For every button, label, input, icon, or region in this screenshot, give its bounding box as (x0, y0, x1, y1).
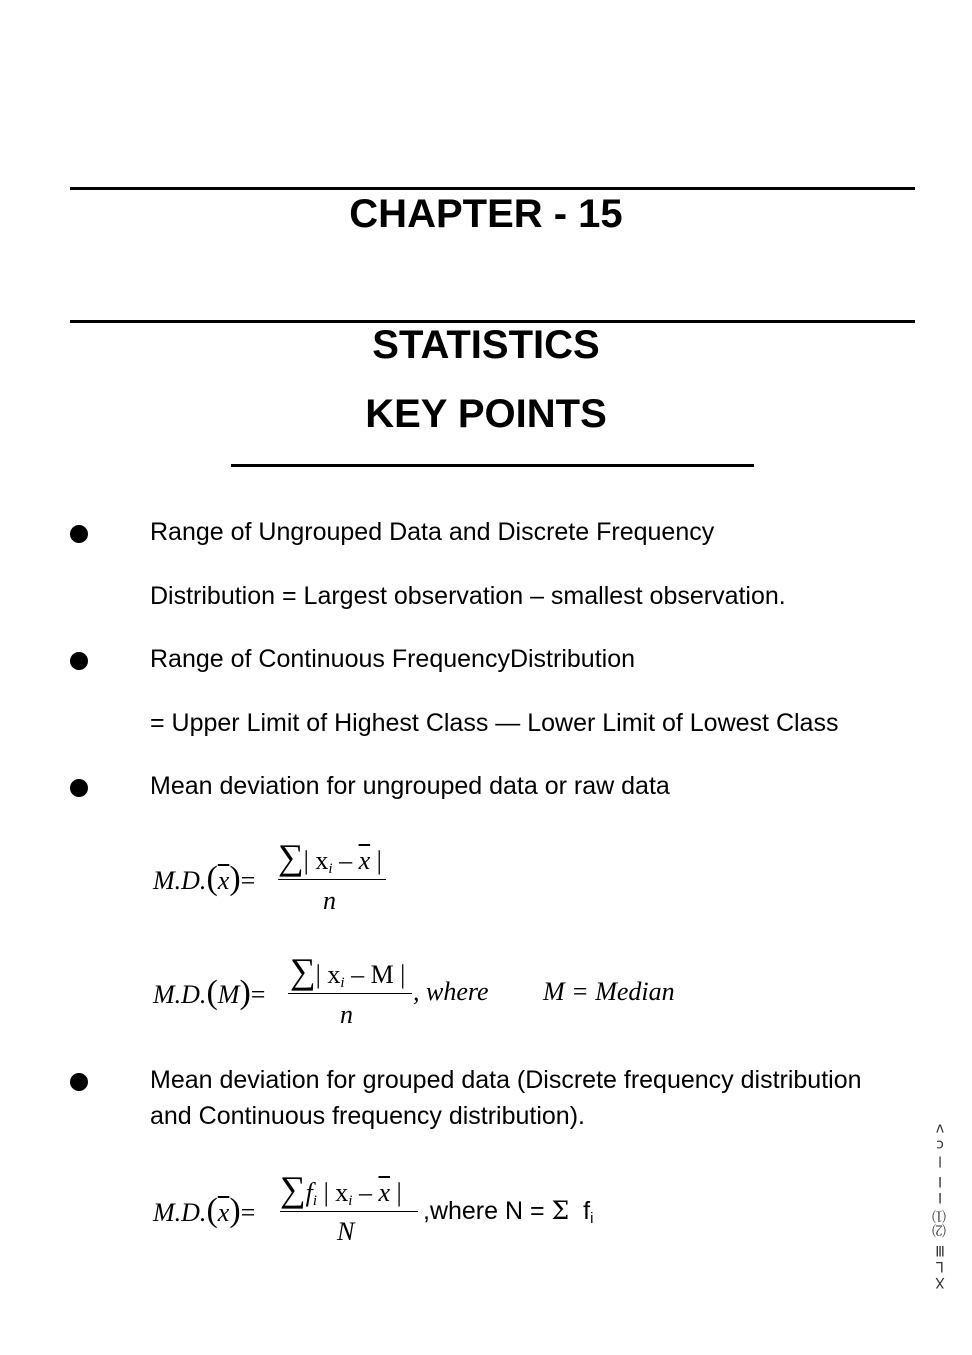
bullet-3 (70, 779, 88, 797)
point-3-line-1: Mean deviation for ungrouped data or raw data (150, 772, 670, 800)
point-1-line-1: Range of Ungrouped Data and Discrete Frequency (150, 518, 715, 546)
title-heading: STATISTICS (372, 323, 600, 367)
bullet-2 (70, 652, 88, 670)
margin-stamp: ⅩⅬⅢ ⑵⑴ ⅠⅠ ⅼⅽⅴ (932, 1120, 948, 1290)
point-4-line-1: Mean deviation for grouped data (Discrete frequency distribution (150, 1066, 862, 1094)
subtitle-underline (231, 464, 754, 467)
point-2-line-2: = Upper Limit of Highest Class — Lower Limit of Lowest Class (150, 709, 839, 737)
top-rule (70, 187, 915, 190)
bullet-1 (70, 525, 88, 543)
bullet-4 (70, 1073, 88, 1091)
point-1-line-2: Distribution = Largest observation – smallest observation. (150, 582, 786, 610)
chapter-heading: CHAPTER - 15 (349, 192, 623, 236)
subtitle-heading: KEY POINTS (365, 392, 607, 436)
point-4-line-2: and Continuous frequency distribution). (150, 1102, 585, 1130)
point-2-line-1: Range of Continuous FrequencyDistribution (150, 645, 635, 673)
